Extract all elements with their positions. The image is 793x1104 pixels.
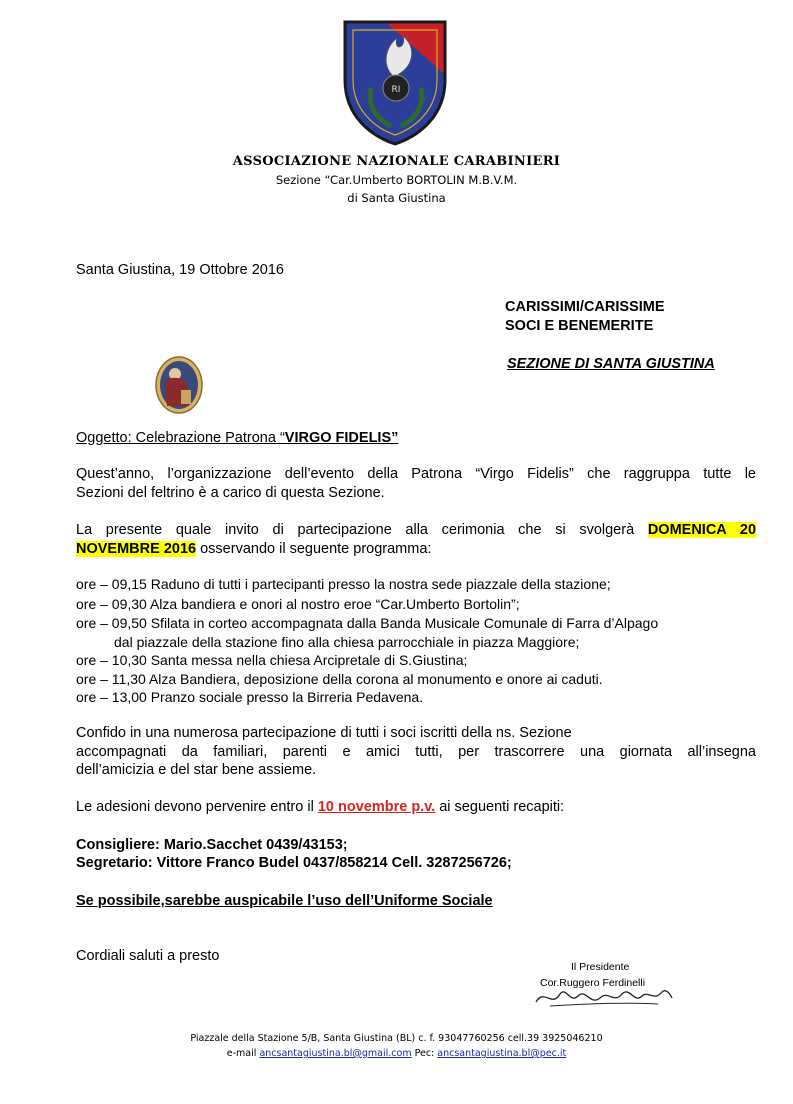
- svg-text:RI: RI: [391, 85, 401, 95]
- subject-line: [76, 429, 398, 447]
- contact-segretario: Segretario: Vittore Franco Budel 0437/858214 Cell. 3287256726;: [76, 855, 512, 871]
- org-name: ASSOCIAZIONE NAZIONALE CARABINIERI: [232, 154, 561, 169]
- program-item: ore – 11,30 Alza Bandiera, deposizione della corona al monumento e onore ai caduti.: [76, 671, 603, 687]
- section-name: Sezione “Car.Umberto BORTOLIN M.B.V.M.: [275, 173, 518, 187]
- program-item: ore – 09,15 Raduno di tutti i partecipanti presso la nostra sede piazzale della stazione;: [76, 576, 611, 592]
- closing-greeting: Cordiali saluti a presto: [76, 948, 220, 964]
- event-date-highlight-2: NOVEMBRE 2016: [76, 541, 197, 557]
- uniform-note: Se possibile,sarebbe auspicabile l’uso dell’Uniforme Sociale: [76, 893, 493, 909]
- recipient-line-3: SEZIONE DI SANTA GIUSTINA: [507, 356, 715, 372]
- paragraph-1-line-1: Quest’anno, l’organizzazione dell’evento della Patrona “Virgo Fidelis” che raggruppa tutte le: [76, 466, 756, 482]
- adhesion-before: Le adesioni devono pervenire entro il: [76, 799, 318, 815]
- footer-contacts: [130, 1046, 663, 1061]
- adhesion-after: ai seguenti recapiti:: [435, 799, 565, 815]
- section-location: di Santa Giustina: [347, 191, 446, 205]
- signature-name: Cor.Ruggero Ferdinelli: [540, 977, 646, 989]
- paragraph-3-line-3: dell’amicizia e del star bene assieme.: [76, 762, 317, 778]
- paragraph-1-line-2: Sezioni del feltrino è a carico di questa Sezione.: [76, 485, 385, 501]
- subject-text: Celebrazione Patrona “: [131, 430, 285, 446]
- contact-consigliere: Consigliere: Mario.Sacchet 0439/43153;: [76, 837, 348, 853]
- subject-label: Oggetto: [76, 430, 128, 446]
- email-label: e-mail: [226, 1048, 260, 1059]
- paragraph-3-line-1: Confido in una numerosa partecipazione di tutti i soci iscritti della ns. Sezione: [76, 725, 572, 741]
- date-line: Santa Giustina, 19 Ottobre 2016: [76, 262, 284, 278]
- adhesion-line: [76, 798, 564, 816]
- carabinieri-crest-logo: [341, 18, 449, 146]
- pec-link[interactable]: ancsantagiustina.bl@pec.it: [437, 1048, 567, 1059]
- program-item: ore – 09,50 Sfilata in corteo accompagnata dalla Banda Musicale Comunale di Farra d’Alpago: [76, 615, 659, 631]
- signature-title: Il Presidente: [571, 961, 630, 973]
- paragraph-3-line-2: accompagnati da familiari, parenti e amici tutti, per trascorrere una giornata all’insegna: [76, 744, 756, 760]
- paragraph-2-line-1: [76, 521, 756, 539]
- recipient-line-2: SOCI E BENEMERITE: [505, 318, 654, 334]
- subject-colon: :: [127, 430, 132, 446]
- event-date-highlight-1: DOMENICA 20: [647, 522, 757, 538]
- program-item: ore – 13,00 Pranzo sociale presso la Birreria Pedavena.: [76, 689, 424, 705]
- virgo-fidelis-image: [155, 356, 203, 414]
- paragraph-2-line-2: [76, 540, 431, 558]
- adhesion-deadline: 10 novembre p.v.: [317, 799, 436, 815]
- recipient-line-1: CARISSIMI/CARISSIME: [505, 299, 665, 315]
- program-item-continued: dal piazzale della stazione fino alla chiesa parrocchiale in piazza Maggiore;: [114, 634, 580, 650]
- footer-address: Piazzale della Stazione 5/B, Santa Giustina (BL) c. f. 93047760256 cell.39 3925046210: [190, 1033, 603, 1044]
- subject-name: VIRGO FIDELIS”: [284, 430, 399, 446]
- program-item: ore – 09,30 Alza bandiera e onori al nostro eroe “Car.Umberto Bortolin”;: [76, 596, 520, 612]
- program-intro: osservando il seguente programma:: [196, 541, 432, 557]
- handwritten-signature: [530, 980, 675, 1012]
- invitation-text: La presente quale invito di partecipazione alla cerimonia che si svolgerà: [76, 522, 648, 538]
- program-item: ore – 10,30 Santa messa nella chiesa Arcipretale di S.Giustina;: [76, 652, 468, 668]
- email-link[interactable]: ancsantagiustina.bl@gmail.com: [259, 1048, 412, 1059]
- pec-label: Pec:: [411, 1048, 438, 1059]
